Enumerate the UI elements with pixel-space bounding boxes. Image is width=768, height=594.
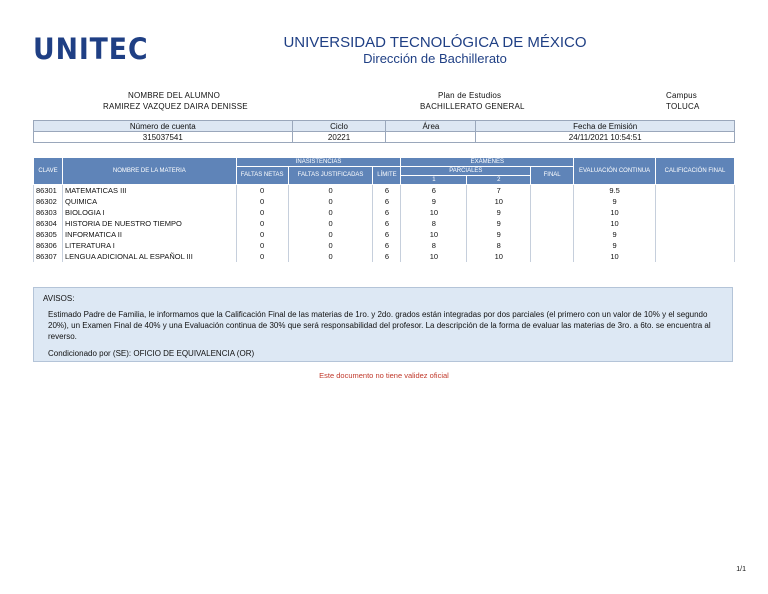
area-value <box>386 132 476 143</box>
notices-title: AVISOS: <box>43 294 75 303</box>
cycle-header: Ciclo <box>292 121 386 132</box>
cell-p2: 8 <box>467 240 531 251</box>
department-title: Dirección de Bachillerato <box>363 51 507 66</box>
cell-limite: 6 <box>373 207 401 218</box>
cell-limite: 6 <box>373 196 401 207</box>
cell-clave: 86303 <box>34 207 63 218</box>
cell-calificacion <box>656 185 735 197</box>
cell-materia: MATEMATICAS III <box>62 185 236 197</box>
cell-clave: 86306 <box>34 240 63 251</box>
cell-final <box>531 229 574 240</box>
table-row <box>34 251 735 262</box>
cell-final <box>531 185 574 197</box>
cell-p2: 7 <box>467 185 531 197</box>
cell-p2: 10 <box>467 251 531 262</box>
subject-header: NOMBRE DE LA MATERIA <box>62 158 236 185</box>
cell-netas: 0 <box>236 229 288 240</box>
final-grade-header: CALIFICACIÓN FINAL <box>656 158 735 185</box>
table-row <box>34 185 735 197</box>
cell-calificacion <box>656 229 735 240</box>
cycle-value: 20221 <box>292 132 386 143</box>
partial-2-header: 2 <box>467 176 531 185</box>
cell-evaluacion: 9 <box>574 229 656 240</box>
table-row <box>34 229 735 240</box>
cell-materia: QUIMICA <box>62 196 236 207</box>
absences-header: INASISTENCIAS <box>236 158 401 167</box>
cell-final <box>531 196 574 207</box>
cell-netas: 0 <box>236 251 288 262</box>
cell-materia: BIOLOGIA I <box>62 207 236 218</box>
cell-calificacion <box>656 240 735 251</box>
cell-justificadas: 0 <box>288 240 373 251</box>
cell-limite: 6 <box>373 218 401 229</box>
cell-netas: 0 <box>236 207 288 218</box>
limit-header: LÍMITE <box>373 167 401 185</box>
cell-materia: LITERATURA I <box>62 240 236 251</box>
grades-table <box>33 157 735 262</box>
notices-body: Estimado Padre de Familia, le informamos que la Calificación Final de las materias de 1ro. y 2do. grados están integradas por dos parciales (el primero con un valor de 10% y el segundo 20%), un Examen Final de 40% y una Evaluación continua de 30% que será responsabilidad del profesor. La descripción de la forma de evaluar las materias de 3ro. a 6to. se encuentra al reverso. <box>48 310 711 341</box>
plan-value: BACHILLERATO GENERAL <box>420 102 525 111</box>
account-number: 315037541 <box>34 132 293 143</box>
cell-evaluacion: 9.5 <box>574 185 656 197</box>
cell-justificadas: 0 <box>288 251 373 262</box>
cell-calificacion <box>656 218 735 229</box>
cell-limite: 6 <box>373 251 401 262</box>
cell-clave: 86302 <box>34 196 63 207</box>
cell-netas: 0 <box>236 185 288 197</box>
cell-limite: 6 <box>373 229 401 240</box>
cell-materia: HISTORIA DE NUESTRO TIEMPO <box>62 218 236 229</box>
cell-netas: 0 <box>236 240 288 251</box>
disclaimer: Este documento no tiene validez oficial <box>319 371 449 380</box>
cell-netas: 0 <box>236 196 288 207</box>
partial-1-header: 1 <box>401 176 467 185</box>
issue-date: 24/11/2021 10:54:51 <box>476 132 735 143</box>
notices-conditioned: Condicionado por (SE): OFICIO DE EQUIVALENCIA (OR) <box>48 349 255 358</box>
cell-calificacion <box>656 207 735 218</box>
table-row <box>34 207 735 218</box>
cell-justificadas: 0 <box>288 218 373 229</box>
student-name-label: NOMBRE DEL ALUMNO <box>128 91 221 100</box>
continuous-eval-header: EVALUACIÓN CONTINUA <box>574 158 656 185</box>
cell-evaluacion: 9 <box>574 196 656 207</box>
cell-justificadas: 0 <box>288 207 373 218</box>
cell-clave: 86304 <box>34 218 63 229</box>
cell-p2: 9 <box>467 229 531 240</box>
issue-date-header: Fecha de Emisión <box>476 121 735 132</box>
clave-header: CLAVE <box>34 158 63 185</box>
table-row <box>34 196 735 207</box>
partials-header: PARCIALES <box>401 167 531 176</box>
cell-final <box>531 218 574 229</box>
cell-evaluacion: 10 <box>574 251 656 262</box>
cell-p1: 10 <box>401 229 467 240</box>
cell-p2: 10 <box>467 196 531 207</box>
cell-materia: LENGUA ADICIONAL AL ESPAÑOL III <box>62 251 236 262</box>
student-name: RAMIREZ VAZQUEZ DAIRA DENISSE <box>103 102 248 111</box>
cell-calificacion <box>656 251 735 262</box>
cell-justificadas: 0 <box>288 185 373 197</box>
cell-calificacion <box>656 196 735 207</box>
justified-absences-header: FALTAS JUSTIFICADAS <box>288 167 373 185</box>
university-title: UNIVERSIDAD TECNOLÓGICA DE MÉXICO <box>283 34 587 51</box>
cell-p2: 9 <box>467 218 531 229</box>
table-row <box>34 240 735 251</box>
cell-p1: 8 <box>401 218 467 229</box>
cell-limite: 6 <box>373 185 401 197</box>
cell-evaluacion: 10 <box>574 207 656 218</box>
cell-p1: 10 <box>401 251 467 262</box>
cell-limite: 6 <box>373 240 401 251</box>
cell-p1: 9 <box>401 196 467 207</box>
cell-evaluacion: 9 <box>574 240 656 251</box>
table-row <box>34 218 735 229</box>
notices-box <box>33 287 733 362</box>
final-exam-header: FINAL <box>531 167 574 185</box>
campus-value: TOLUCA <box>666 102 700 111</box>
net-absences-header: FALTAS NETAS <box>236 167 288 185</box>
campus-label: Campus <box>666 91 697 100</box>
unitec-logo: UNITEC <box>33 32 149 66</box>
cell-clave: 86307 <box>34 251 63 262</box>
area-header: Área <box>386 121 476 132</box>
plan-label: Plan de Estudios <box>438 91 502 100</box>
cell-clave: 86301 <box>34 185 63 197</box>
cell-netas: 0 <box>236 218 288 229</box>
cell-evaluacion: 10 <box>574 218 656 229</box>
cell-p1: 6 <box>401 185 467 197</box>
student-id-table <box>33 120 735 143</box>
cell-clave: 86305 <box>34 229 63 240</box>
cell-materia: INFORMATICA II <box>62 229 236 240</box>
cell-final <box>531 240 574 251</box>
account-number-header: Número de cuenta <box>34 121 293 132</box>
exams-header: EXÁMENES <box>401 158 574 167</box>
cell-final <box>531 207 574 218</box>
cell-p1: 10 <box>401 207 467 218</box>
page-number: 1/1 <box>736 566 746 573</box>
cell-p2: 9 <box>467 207 531 218</box>
cell-justificadas: 0 <box>288 229 373 240</box>
cell-justificadas: 0 <box>288 196 373 207</box>
cell-p1: 8 <box>401 240 467 251</box>
cell-final <box>531 251 574 262</box>
